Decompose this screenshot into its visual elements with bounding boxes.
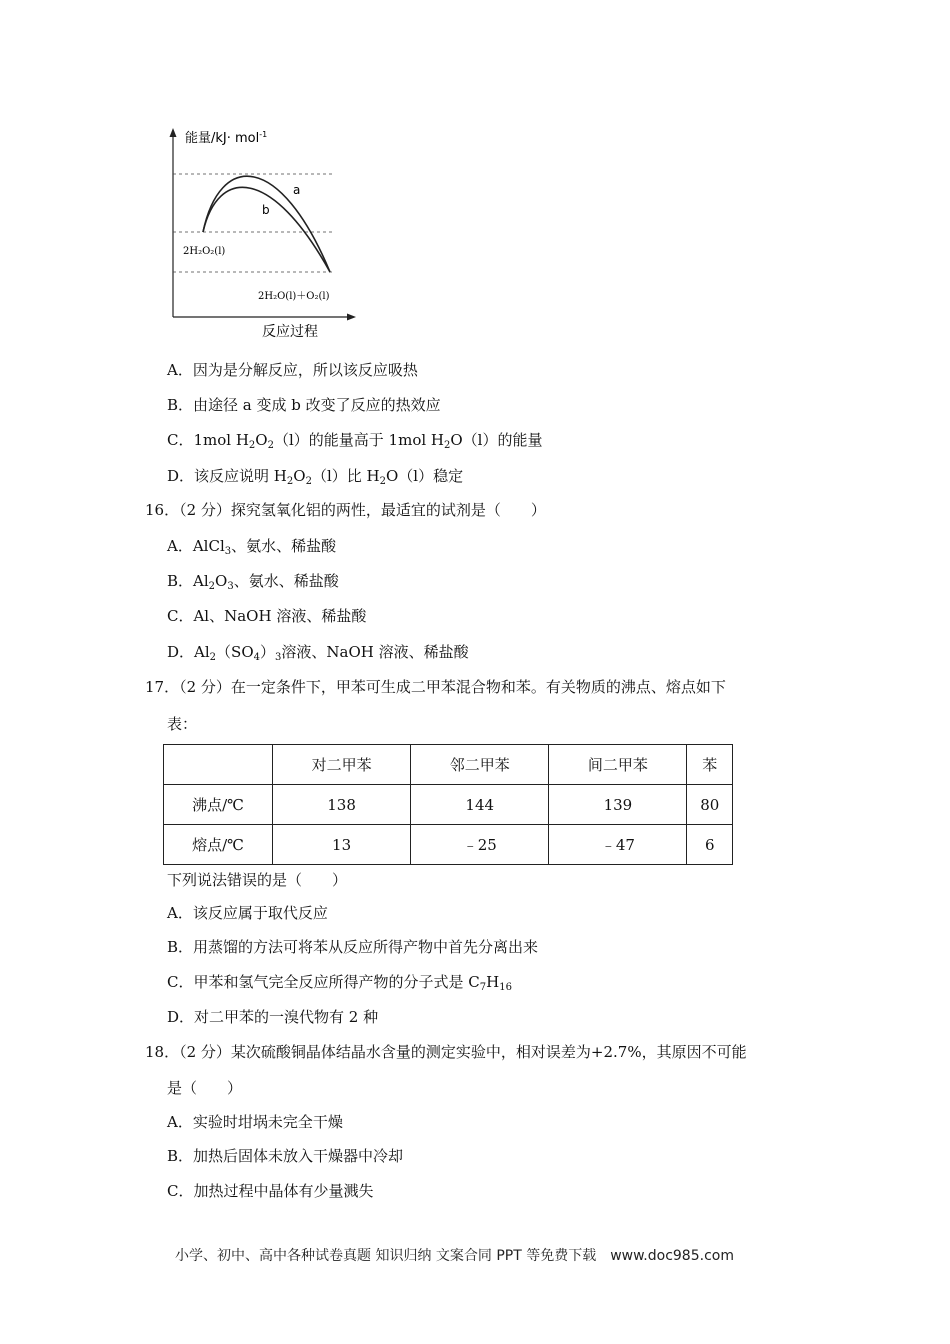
table-cell: 144 [411,785,549,825]
q17-prompt: 下列说法错误的是（ ） [167,871,348,889]
table-header-cell [164,745,273,785]
table-cell: ﹣47 [549,825,687,865]
y-axis-arrow [170,128,177,137]
boiling-melting-table [163,744,733,865]
curve-b [203,187,330,272]
q18-option-a: A．实验时坩埚未完全干燥 [167,1113,343,1131]
x-axis-arrow [347,314,356,321]
table-cell: 80 [687,785,733,825]
table-header-cell: 对二甲苯 [273,745,411,785]
table-cell: 139 [549,785,687,825]
table-cell: 138 [273,785,411,825]
table-cell: 沸点/℃ [164,785,273,825]
q16-option-b: B．$Al_2O_3$、氨水、稀盐酸 [167,572,339,592]
q18-option-c: C．加热过程中晶体有少量溅失 [167,1182,374,1200]
table-cell: ﹣25 [411,825,549,865]
curve-a [203,176,330,272]
table-header-cell: 苯 [687,745,733,785]
q18-stem-line2: 是（ ） [167,1079,243,1097]
q16-option-d: D．$Al_2(SO_4)_3$溶液、NaOH 溶液、稀盐酸 [167,643,469,663]
q15-option-d: D．该反应说明 $H_2O_2(l)$比 $H_2O(l)$稳定 [167,467,464,487]
table-row [164,825,733,865]
q17-stem-line1: 17．（2 分）在一定条件下，甲苯可生成二甲苯混合物和苯。有关物质的沸点、熔点如下 [145,678,726,696]
q17-option-c: C．甲苯和氢气完全反应所得产物的分子式是 $C_7H_{16}$ [167,973,512,993]
curve-a-label: a [293,183,301,197]
table-header-cell: 间二甲苯 [549,745,687,785]
table-header-row [164,745,733,785]
q18-stem-line1: 18．（2 分）某次硫酸铜晶体结晶水含量的测定实验中，相对误差为+2.7%，其原因不可能 [145,1043,747,1061]
q16-option-c: C．Al、NaOH 溶液、稀盐酸 [167,607,367,625]
q16-stem: 16．（2 分）探究氢氧化铝的两性，最适宜的试剂是（ ） [145,501,546,519]
q17-option-a: A．该反应属于取代反应 [167,904,328,922]
table-cell: 熔点/℃ [164,825,273,865]
table-cell: 6 [687,825,733,865]
reactant-label: 2H₂O₂(l) [183,246,226,257]
y-axis-label: 能量/kJ· mol$^{-1}$ [185,130,268,146]
table-header-cell: 邻二甲苯 [411,745,549,785]
q17-option-b: B．用蒸馏的方法可将苯从反应所得产物中首先分离出来 [167,938,539,956]
q17-option-d: D．对二甲苯的一溴代物有 2 种 [167,1008,379,1026]
q15-option-b: B．由途径 a 变成 b 改变了反应的热效应 [167,396,441,414]
q17-stem-line2: 表： [167,715,198,733]
energy-diagram [160,122,370,347]
curve-b-label: b [262,203,270,217]
x-axis-label: 反应过程 [262,324,318,340]
product-label: 2H₂O(l)＋O₂(l) [258,291,330,302]
table-cell: 13 [273,825,411,865]
table-row [164,785,733,825]
q18-option-b: B．加热后固体未放入干燥器中冷却 [167,1147,404,1165]
q15-option-a: A．因为是分解反应，所以该反应吸热 [167,361,418,379]
q16-option-a: A．AlCl$_3$、氨水、稀盐酸 [167,537,337,557]
q15-option-c: C．1mol $H_2O_2(l)$的能量高于 1mol $H_2O(l)$的能量 [167,431,543,451]
page-footer: 小学、初中、高中各种试卷真题 知识归纳 文案合同 PPT 等免费下载 www.doc985.com [175,1248,734,1264]
